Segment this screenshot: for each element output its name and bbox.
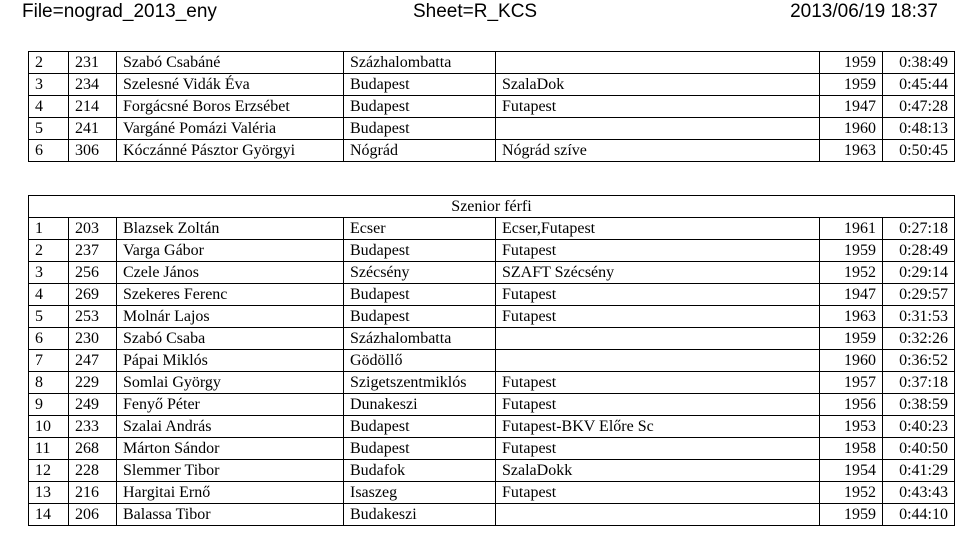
place-cell: 10 [29,416,69,438]
place-cell: 2 [29,52,69,74]
time-cell: 0:40:50 [883,438,955,460]
name-cell: Balassa Tibor [117,504,344,526]
time-cell: 0:44:10 [883,504,955,526]
year-cell: 1947 [820,96,883,118]
year-cell: 1960 [820,118,883,140]
time-cell: 0:41:29 [883,460,955,482]
table-row [29,140,955,162]
club-cell [496,118,820,140]
name-cell: Kóczánné Pásztor Györgyi [117,140,344,162]
club-cell: SzalaDok [496,74,820,96]
year-cell: 1953 [820,416,883,438]
time-cell: 0:29:57 [883,284,955,306]
page-header [0,0,960,26]
year-cell: 1947 [820,284,883,306]
time-cell: 0:32:26 [883,328,955,350]
place-cell: 13 [29,482,69,504]
time-cell: 0:48:13 [883,118,955,140]
place-cell: 11 [29,438,69,460]
place-cell: 7 [29,350,69,372]
year-cell: 1961 [820,218,883,240]
city-cell: Budapest [344,74,496,96]
year-cell: 1959 [820,504,883,526]
time-cell: 0:28:49 [883,240,955,262]
time-cell: 0:50:45 [883,140,955,162]
time-cell: 0:45:44 [883,74,955,96]
bib-cell: 241 [69,118,117,140]
bib-cell: 203 [69,218,117,240]
table-row [29,328,955,350]
year-cell: 1956 [820,394,883,416]
time-cell: 0:38:59 [883,394,955,416]
name-cell: Forgácsné Boros Erzsébet [117,96,344,118]
name-cell: Vargáné Pomázi Valéria [117,118,344,140]
bib-cell: 214 [69,96,117,118]
time-cell: 0:27:18 [883,218,955,240]
sheet-name-label: Sheet=R_KCS [413,1,538,22]
table-row [29,504,955,526]
time-cell: 0:43:43 [883,482,955,504]
year-cell: 1952 [820,262,883,284]
club-cell [496,328,820,350]
time-cell: 0:37:18 [883,372,955,394]
city-cell: Dunakeszi [344,394,496,416]
name-cell: Szabó Csaba [117,328,344,350]
table-row [29,394,955,416]
place-cell: 12 [29,460,69,482]
name-cell: Szabó Csabáné [117,52,344,74]
results-table-senior-men [28,195,955,526]
city-cell: Százhalombatta [344,328,496,350]
club-cell: Futapest [496,240,820,262]
bib-cell: 256 [69,262,117,284]
name-cell: Szalai András [117,416,344,438]
name-cell: Márton Sándor [117,438,344,460]
club-cell: Nógrád szíve [496,140,820,162]
time-cell: 0:38:49 [883,52,955,74]
bib-cell: 206 [69,504,117,526]
bib-cell: 230 [69,328,117,350]
place-cell: 6 [29,328,69,350]
year-cell: 1959 [820,74,883,96]
club-cell: Futapest [496,394,820,416]
name-cell: Blazsek Zoltán [117,218,344,240]
table-row [29,416,955,438]
city-cell: Budapest [344,284,496,306]
table-row [29,460,955,482]
name-cell: Szekeres Ferenc [117,284,344,306]
table-row [29,350,955,372]
city-cell: Nógrád [344,140,496,162]
name-cell: Hargitai Ernő [117,482,344,504]
club-cell: Futapest [496,96,820,118]
place-cell: 8 [29,372,69,394]
bib-cell: 269 [69,284,117,306]
name-cell: Molnár Lajos [117,306,344,328]
club-cell: Futapest [496,306,820,328]
bib-cell: 229 [69,372,117,394]
table-row [29,52,955,74]
time-cell: 0:29:14 [883,262,955,284]
club-cell [496,504,820,526]
place-cell: 14 [29,504,69,526]
bib-cell: 231 [69,52,117,74]
year-cell: 1954 [820,460,883,482]
year-cell: 1959 [820,52,883,74]
name-cell: Somlai György [117,372,344,394]
results-table-women [28,51,955,162]
bib-cell: 253 [69,306,117,328]
table-row [29,118,955,140]
place-cell: 6 [29,140,69,162]
city-cell: Százhalombatta [344,52,496,74]
place-cell: 2 [29,240,69,262]
city-cell: Szigetszentmiklós [344,372,496,394]
club-cell [496,52,820,74]
bib-cell: 216 [69,482,117,504]
city-cell: Budapest [344,306,496,328]
name-cell: Fenyő Péter [117,394,344,416]
bib-cell: 306 [69,140,117,162]
place-cell: 3 [29,262,69,284]
table-row [29,240,955,262]
bib-cell: 249 [69,394,117,416]
table-row [29,372,955,394]
name-cell: Slemmer Tibor [117,460,344,482]
place-cell: 4 [29,284,69,306]
year-cell: 1952 [820,482,883,504]
file-name-label: File=nograd_2013_eny [22,1,217,22]
bib-cell: 268 [69,438,117,460]
bib-cell: 247 [69,350,117,372]
table-row [29,218,955,240]
club-cell: SzalaDokk [496,460,820,482]
city-cell: Szécsény [344,262,496,284]
city-cell: Budapest [344,416,496,438]
time-cell: 0:31:53 [883,306,955,328]
year-cell: 1958 [820,438,883,460]
city-cell: Budakeszi [344,504,496,526]
city-cell: Budapest [344,240,496,262]
year-cell: 1960 [820,350,883,372]
place-cell: 5 [29,118,69,140]
city-cell: Ecser [344,218,496,240]
place-cell: 3 [29,74,69,96]
section-title: Szenior férfi [29,196,955,218]
city-cell: Budapest [344,118,496,140]
city-cell: Gödöllő [344,350,496,372]
place-cell: 1 [29,218,69,240]
city-cell: Budapest [344,96,496,118]
place-cell: 9 [29,394,69,416]
year-cell: 1963 [820,140,883,162]
name-cell: Szelesné Vidák Éva [117,74,344,96]
club-cell: Futapest [496,372,820,394]
name-cell: Pápai Miklós [117,350,344,372]
table-row [29,96,955,118]
year-cell: 1963 [820,306,883,328]
city-cell: Isaszeg [344,482,496,504]
time-cell: 0:40:23 [883,416,955,438]
bib-cell: 234 [69,74,117,96]
bib-cell: 228 [69,460,117,482]
time-cell: 0:47:28 [883,96,955,118]
bib-cell: 237 [69,240,117,262]
club-cell: Futapest [496,482,820,504]
club-cell: Ecser,Futapest [496,218,820,240]
name-cell: Czele János [117,262,344,284]
city-cell: Budafok [344,460,496,482]
table-row [29,438,955,460]
table-row [29,306,955,328]
city-cell: Budapest [344,438,496,460]
club-cell: Futapest [496,438,820,460]
club-cell: Futapest-BKV Előre Sc [496,416,820,438]
year-cell: 1959 [820,240,883,262]
name-cell: Varga Gábor [117,240,344,262]
time-cell: 0:36:52 [883,350,955,372]
club-cell [496,350,820,372]
club-cell: SZAFT Szécsény [496,262,820,284]
table-row [29,482,955,504]
club-cell: Futapest [496,284,820,306]
table-row [29,284,955,306]
section-title-row [29,196,955,218]
table-row [29,262,955,284]
year-cell: 1959 [820,328,883,350]
datetime-label: 2013/06/19 18:37 [790,1,938,22]
year-cell: 1957 [820,372,883,394]
bib-cell: 233 [69,416,117,438]
table-row [29,74,955,96]
place-cell: 5 [29,306,69,328]
place-cell: 4 [29,96,69,118]
